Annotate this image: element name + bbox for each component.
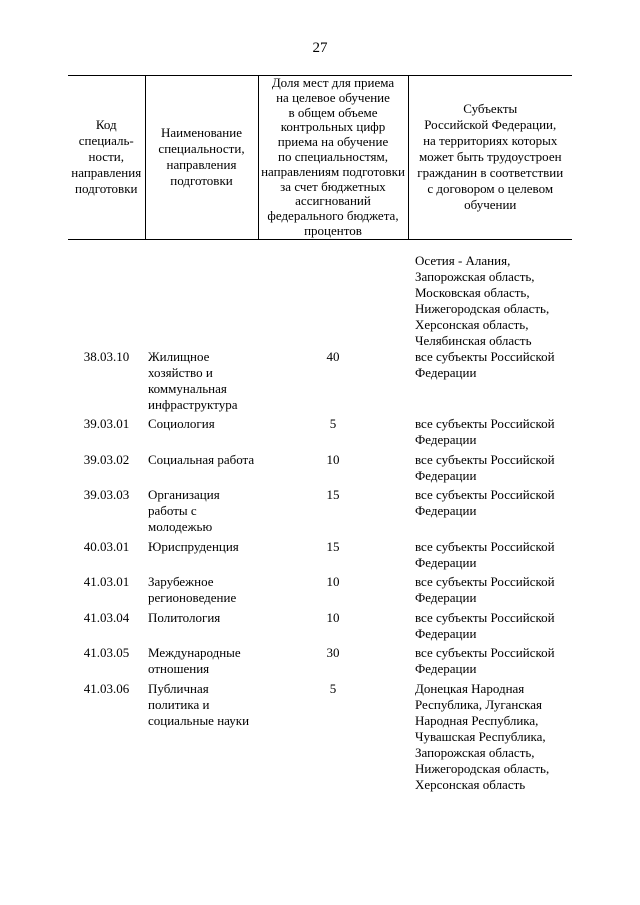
name-cell: Публичная политика и социальные науки xyxy=(148,680,250,728)
subjects-cell: все субъекты Российской Федерации xyxy=(415,451,555,483)
subjects-cell: Донецкая Народная Республика, Луганская Народная Республика, Чувашская Республика, Запорожская область, Нижегородская область, Херсонская область xyxy=(415,680,550,792)
name-cell: Зарубежное регионоведение xyxy=(148,574,237,606)
table-row xyxy=(68,539,572,575)
code-cell: 41.03.06 xyxy=(83,680,130,696)
header-subjects: Субъекты Российской Федерации, на территориях которых может быть трудоустроен гражданин в соответствии с договором о целевом обучении xyxy=(408,76,572,240)
table-row xyxy=(68,574,572,610)
subjects-cell: все субъекты Российской Федерации xyxy=(415,487,555,519)
table-row xyxy=(68,645,572,681)
code-cell: 41.03.04 xyxy=(83,609,130,625)
name-cell: Организация работы с молодежью xyxy=(148,487,220,535)
share-cell: 10 xyxy=(326,574,340,590)
table-header xyxy=(68,76,572,240)
header-name: Наименование специальности, направления подготовки xyxy=(145,76,258,240)
table-row xyxy=(68,416,572,452)
table-row xyxy=(68,452,572,488)
share-cell xyxy=(258,239,408,349)
subjects-cell: все субъекты Российской Федерации xyxy=(415,348,555,380)
subjects-cell: все субъекты Российской Федерации xyxy=(415,416,555,448)
table-row xyxy=(68,681,572,797)
code-cell: 41.03.05 xyxy=(83,645,130,661)
table-row xyxy=(68,610,572,646)
share-cell: 10 xyxy=(326,609,340,625)
name-cell: Политология xyxy=(148,609,221,625)
code-cell: 40.03.01 xyxy=(83,538,130,554)
table-row xyxy=(68,349,572,417)
subjects-cell: все субъекты Российской Федерации xyxy=(415,609,555,641)
table-row xyxy=(68,239,572,349)
code-cell: 39.03.02 xyxy=(83,451,130,467)
share-cell: 40 xyxy=(326,348,340,364)
subjects-cell: все субъекты Российской Федерации xyxy=(415,574,555,606)
share-cell: 10 xyxy=(326,451,340,467)
subjects-cell: все субъекты Российской Федерации xyxy=(415,645,555,677)
subjects-cell: все субъекты Российской Федерации xyxy=(415,538,555,570)
page-number: 27 xyxy=(312,40,328,56)
table-body xyxy=(68,239,572,796)
share-cell: 5 xyxy=(329,416,337,432)
share-cell: 30 xyxy=(326,645,340,661)
header-share: Доля мест для приема на целевое обучение в общем объеме контрольных цифр приема на обучение по специальностям, направлениям подготовки за счет бюджетных ассигнований федерального бюджета, процентов xyxy=(258,76,408,240)
name-cell xyxy=(145,239,258,349)
share-cell: 5 xyxy=(329,680,337,696)
header-row xyxy=(68,76,572,240)
header-code: Код специаль- ности, направления подготовки xyxy=(68,76,145,240)
name-cell: Социология xyxy=(148,416,215,432)
code-cell: 39.03.01 xyxy=(83,416,130,432)
code-cell: 39.03.03 xyxy=(83,487,130,503)
name-cell: Социальная работа xyxy=(148,451,255,467)
code-cell: 38.03.10 xyxy=(83,348,130,364)
table-row xyxy=(68,487,572,539)
name-cell: Жилищное хозяйство и коммунальная инфраструктура xyxy=(148,348,238,412)
specialties-table xyxy=(68,75,572,796)
name-cell: Юриспруденция xyxy=(148,538,239,554)
subjects-cell: Осетия - Алания, Запорожская область, Московская область, Нижегородская область, Херсонская область, Челябинская область xyxy=(415,252,550,348)
name-cell: Международные отношения xyxy=(148,645,241,677)
code-cell: 41.03.01 xyxy=(83,574,130,590)
share-cell: 15 xyxy=(326,487,340,503)
code-cell xyxy=(68,239,145,349)
share-cell: 15 xyxy=(326,538,340,554)
